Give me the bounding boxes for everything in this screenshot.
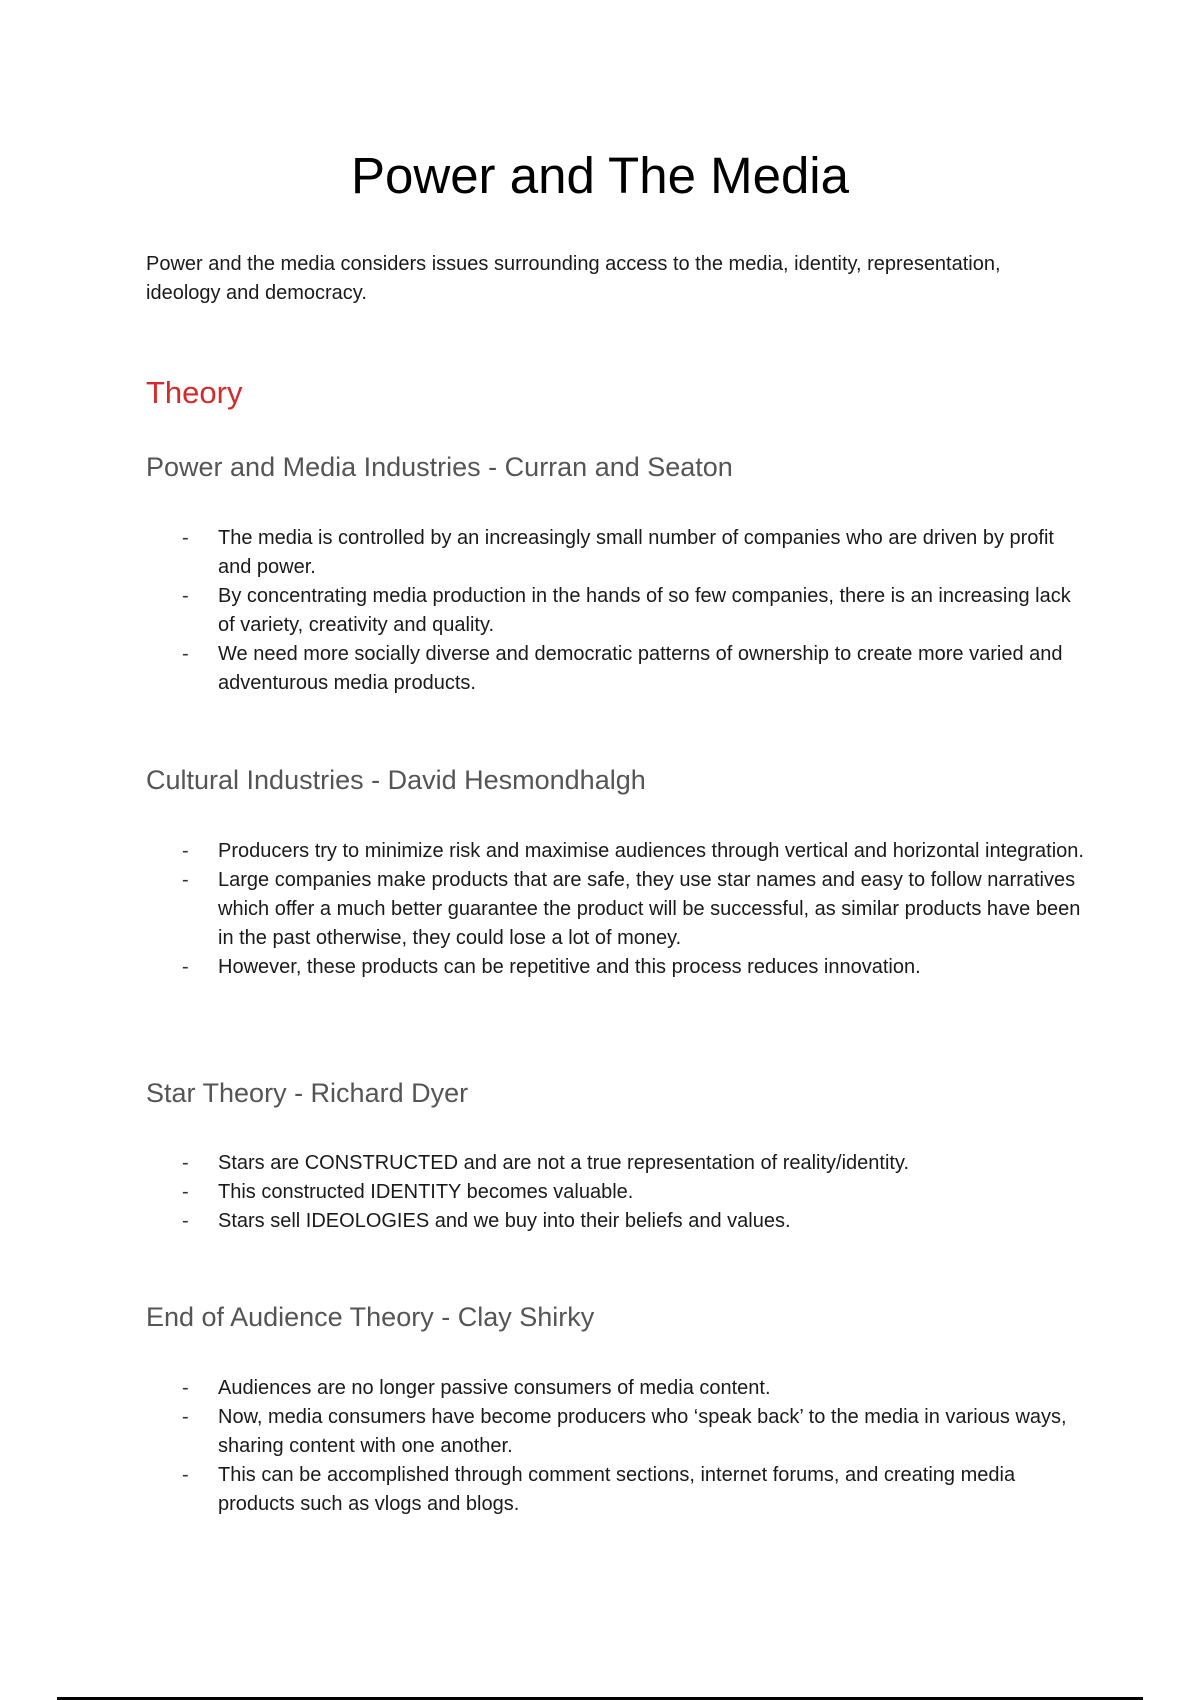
- theory-section-curran-seaton: [146, 449, 1096, 698]
- list-item: [146, 866, 1088, 953]
- bullet-list: [146, 1374, 1096, 1519]
- list-item: [146, 953, 1088, 982]
- list-item-text: Stars are CONSTRUCTED and are not a true representation of reality/identity.: [218, 1152, 910, 1174]
- theory-section-shirky: [146, 1299, 1096, 1519]
- theory-subheading: Cultural Industries - David Hesmondhalgh: [146, 765, 646, 795]
- theory-subheading: Star Theory - Richard Dyer: [146, 1078, 469, 1108]
- dash-bullet-icon: -: [182, 527, 189, 549]
- theory-heading: Theory: [146, 375, 243, 410]
- list-item-text: Stars sell IDEOLOGIES and we buy into their beliefs and values.: [218, 1210, 791, 1232]
- list-item-text: Large companies make products that are safe, they use star names and easy to follow narratives which offer a much better guarantee the product will be successful, as similar products have been in the past otherwise, they could lose a lot of money.: [218, 869, 1081, 949]
- list-item: [146, 640, 1088, 698]
- list-item: [146, 1178, 1088, 1207]
- list-item-text: This can be accomplished through comment sections, internet forums, and creating media products such as vlogs and blogs.: [218, 1464, 1016, 1515]
- list-item: [146, 582, 1088, 640]
- bullet-list: [146, 1149, 1096, 1236]
- dash-bullet-icon: -: [182, 585, 189, 607]
- list-item-text: This constructed IDENTITY becomes valuable.: [218, 1181, 634, 1203]
- list-item-text: Audiences are no longer passive consumers of media content.: [218, 1377, 771, 1399]
- dash-bullet-icon: -: [182, 1152, 189, 1174]
- dash-bullet-icon: -: [182, 1210, 189, 1232]
- intro-paragraph: Power and the media considers issues surrounding access to the media, identity, representation, ideology and democracy.: [146, 253, 1001, 304]
- list-item: [146, 1403, 1088, 1461]
- list-item-text: By concentrating media production in the hands of so few companies, there is an increasing lack of variety, creativity and quality.: [218, 585, 1071, 636]
- list-item-text: Producers try to minimize risk and maximise audiences through vertical and horizontal integration.: [218, 840, 1084, 862]
- dash-bullet-icon: -: [182, 869, 189, 891]
- bullet-list: [146, 524, 1096, 698]
- list-item-text: Now, media consumers have become producers who ‘speak back’ to the media in various ways, sharing content with one another.: [218, 1406, 1067, 1457]
- dash-bullet-icon: -: [182, 956, 189, 978]
- dash-bullet-icon: -: [182, 1464, 189, 1486]
- document-title: Power and The Media: [350, 147, 850, 204]
- dash-bullet-icon: -: [182, 1181, 189, 1203]
- theory-section-hesmondhalgh: [146, 762, 1096, 982]
- theory-subheading: Power and Media Industries - Curran and Seaton: [146, 452, 733, 482]
- list-item-text: However, these products can be repetitive and this process reduces innovation.: [218, 956, 921, 978]
- dash-bullet-icon: -: [182, 840, 189, 862]
- dash-bullet-icon: -: [182, 1406, 189, 1428]
- list-item: [146, 1149, 1088, 1178]
- list-item: [146, 1374, 1088, 1403]
- dash-bullet-icon: -: [182, 1377, 189, 1399]
- list-item: [146, 1461, 1088, 1519]
- bullet-list: [146, 837, 1096, 982]
- theory-subheading: End of Audience Theory - Clay Shirky: [146, 1302, 595, 1332]
- list-item-text: The media is controlled by an increasingly small number of companies who are driven by profit and power.: [218, 527, 1054, 578]
- list-item-text: We need more socially diverse and democratic patterns of ownership to create more varied and adventurous media products.: [218, 643, 1063, 694]
- list-item: [146, 524, 1088, 582]
- theory-section-dyer: [146, 1075, 1096, 1236]
- list-item: [146, 837, 1088, 866]
- dash-bullet-icon: -: [182, 643, 189, 665]
- list-item: [146, 1207, 1088, 1236]
